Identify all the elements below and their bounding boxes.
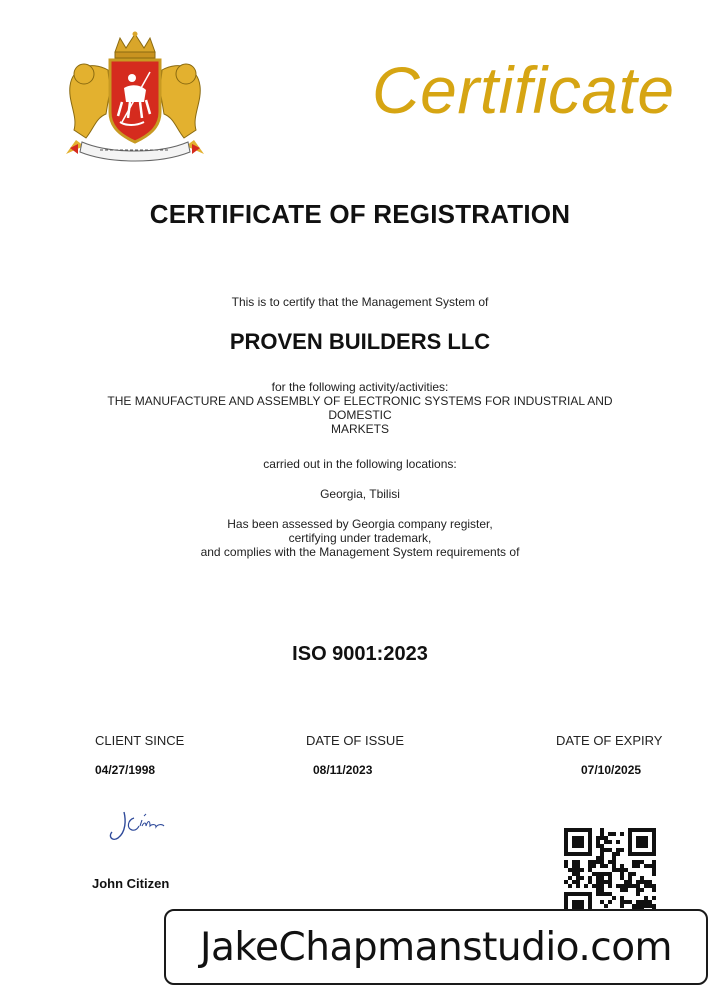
standard-name: ISO 9001:2023 [292, 643, 428, 665]
client-since-label: CLIENT SINCE [95, 733, 185, 748]
signer-name: John Citizen [92, 876, 170, 891]
watermark-banner [164, 909, 708, 985]
certificate-heading-word: Certificate [372, 53, 675, 127]
client-since-value: 04/27/1998 [95, 763, 156, 777]
page-title: CERTIFICATE OF REGISTRATION [149, 199, 571, 229]
activity-block [0, 380, 720, 436]
date-of-issue-label: DATE OF ISSUE [306, 733, 404, 748]
company-name: PROVEN BUILDERS LLC [229, 329, 491, 354]
georgia-coat-of-arms-icon [60, 30, 210, 162]
date-of-issue-value: 08/11/2023 [313, 763, 373, 777]
activity-line: MARKETS [330, 422, 389, 436]
assessment-statement [0, 517, 720, 559]
activity-label: for the following activity/activities: [271, 380, 449, 394]
watermark-text: JakeChapmanstudio.com [199, 924, 673, 970]
location-text: Georgia, Tbilisi [320, 487, 400, 501]
assessment-line: and complies with the Management System requirements of [200, 545, 520, 559]
handwritten-signature-icon [104, 806, 168, 846]
qr-code-icon [564, 828, 656, 920]
locations-label: carried out in the following locations: [263, 457, 457, 471]
activity-line: THE MANUFACTURE AND ASSEMBLY OF ELECTRONIC SYSTEMS FOR INDUSTRIAL AND [107, 394, 613, 408]
activity-line: DOMESTIC [328, 408, 392, 422]
assessment-line: certifying under trademark, [288, 531, 432, 545]
date-of-expiry-value: 07/10/2025 [581, 763, 642, 777]
intro-text: This is to certify that the Management System of [231, 295, 489, 309]
date-of-expiry-label: DATE OF EXPIRY [556, 733, 663, 748]
assessment-line: Has been assessed by Georgia company register, [227, 517, 493, 531]
